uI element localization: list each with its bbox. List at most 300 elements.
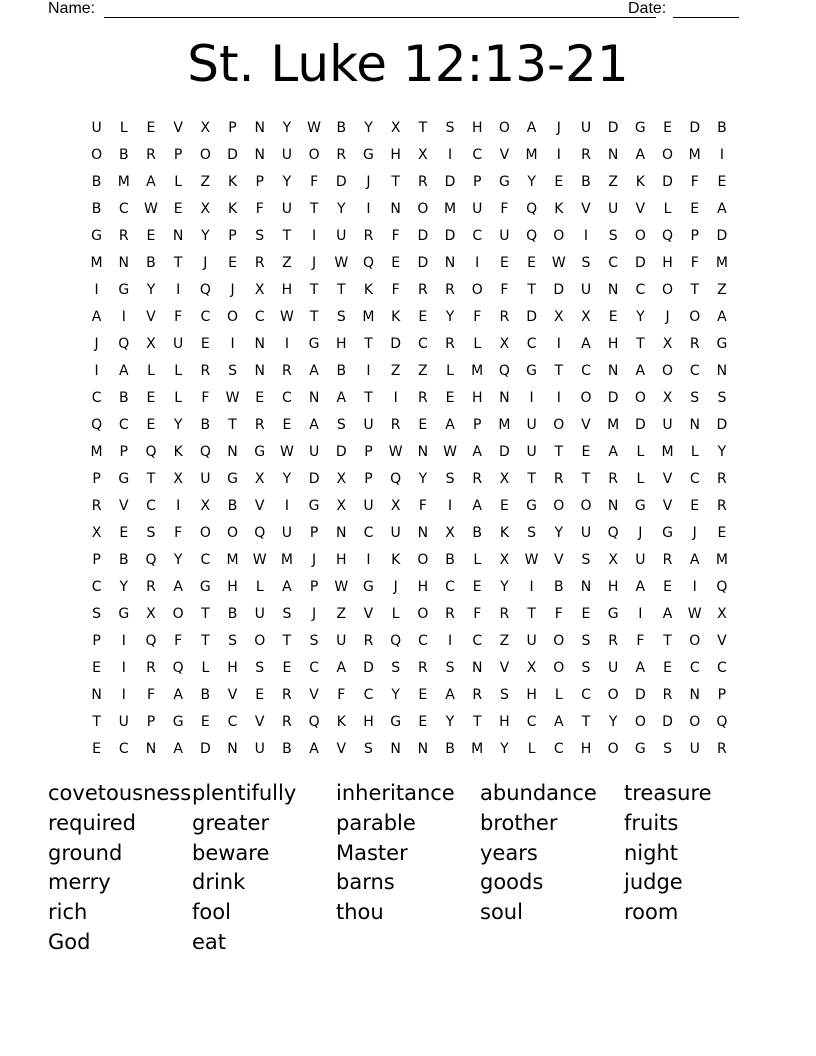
- grid-letter[interactable]: D: [335, 443, 347, 460]
- grid-letter[interactable]: C: [472, 146, 483, 163]
- grid-letter[interactable]: P: [119, 443, 128, 460]
- grid-letter[interactable]: R: [717, 497, 727, 514]
- grid-letter[interactable]: B: [445, 551, 455, 568]
- grid-letter[interactable]: C: [526, 335, 537, 352]
- grid-letter[interactable]: M: [362, 308, 375, 325]
- grid-letter[interactable]: U: [689, 740, 700, 757]
- grid-letter[interactable]: E: [119, 524, 129, 541]
- grid-letter[interactable]: R: [717, 740, 727, 757]
- grid-letter[interactable]: L: [201, 659, 210, 676]
- grid-letter[interactable]: U: [662, 416, 673, 433]
- grid-letter[interactable]: T: [337, 281, 346, 298]
- grid-letter[interactable]: U: [363, 497, 374, 514]
- grid-letter[interactable]: V: [309, 686, 319, 703]
- grid-letter[interactable]: S: [255, 227, 265, 244]
- grid-letter[interactable]: O: [553, 416, 565, 433]
- grid-letter[interactable]: G: [254, 443, 266, 460]
- grid-letter[interactable]: Y: [445, 308, 455, 325]
- grid-letter[interactable]: C: [309, 659, 319, 676]
- grid-letter[interactable]: S: [581, 632, 591, 649]
- grid-letter[interactable]: D: [199, 740, 211, 757]
- grid-letter[interactable]: C: [118, 740, 129, 757]
- grid-letter[interactable]: P: [690, 227, 699, 244]
- grid-letter[interactable]: D: [662, 713, 673, 730]
- grid-letter[interactable]: T: [201, 632, 210, 649]
- grid-letter[interactable]: U: [254, 605, 265, 622]
- grid-letter[interactable]: N: [607, 281, 619, 298]
- grid-letter[interactable]: G: [363, 578, 374, 595]
- grid-letter[interactable]: X: [445, 524, 455, 541]
- grid-letter[interactable]: Q: [716, 713, 728, 730]
- grid-letter[interactable]: S: [255, 659, 265, 676]
- grid-letter[interactable]: C: [146, 497, 156, 514]
- grid-letter[interactable]: D: [417, 227, 429, 244]
- grid-letter[interactable]: I: [176, 497, 181, 514]
- grid-letter[interactable]: G: [607, 605, 619, 622]
- grid-letter[interactable]: E: [499, 254, 509, 271]
- grid-letter[interactable]: Q: [145, 551, 157, 568]
- grid-letter[interactable]: B: [118, 146, 129, 163]
- grid-letter[interactable]: C: [635, 281, 646, 298]
- grid-letter[interactable]: C: [227, 713, 238, 730]
- grid-letter[interactable]: Y: [282, 173, 292, 190]
- grid-letter[interactable]: F: [391, 227, 400, 244]
- grid-letter[interactable]: F: [174, 524, 183, 541]
- grid-letter[interactable]: E: [146, 119, 156, 136]
- grid-letter[interactable]: F: [690, 254, 699, 271]
- grid-letter[interactable]: L: [636, 443, 645, 460]
- grid-letter[interactable]: L: [473, 335, 482, 352]
- grid-letter[interactable]: L: [690, 443, 699, 460]
- grid-letter[interactable]: M: [280, 551, 293, 568]
- grid-letter[interactable]: M: [117, 173, 130, 190]
- grid-letter[interactable]: N: [254, 146, 265, 163]
- grid-letter[interactable]: I: [393, 389, 398, 406]
- grid-letter[interactable]: W: [279, 443, 294, 460]
- grid-letter[interactable]: I: [284, 497, 289, 514]
- grid-letter[interactable]: P: [364, 470, 373, 487]
- grid-letter[interactable]: O: [498, 119, 510, 136]
- grid-letter[interactable]: C: [608, 254, 619, 271]
- grid-letter[interactable]: V: [499, 659, 510, 676]
- grid-letter[interactable]: E: [690, 200, 700, 217]
- grid-letter[interactable]: O: [553, 659, 565, 676]
- grid-letter[interactable]: Z: [282, 254, 292, 271]
- grid-letter[interactable]: N: [716, 362, 728, 379]
- grid-letter[interactable]: B: [717, 119, 727, 136]
- grid-letter[interactable]: A: [173, 686, 183, 703]
- grid-letter[interactable]: V: [254, 497, 265, 514]
- grid-letter[interactable]: U: [281, 146, 293, 163]
- grid-letter[interactable]: E: [282, 659, 292, 676]
- grid-letter[interactable]: T: [581, 713, 591, 730]
- grid-letter[interactable]: D: [689, 119, 701, 136]
- grid-letter[interactable]: X: [499, 551, 510, 568]
- grid-letter[interactable]: T: [92, 713, 101, 730]
- grid-letter[interactable]: O: [689, 632, 701, 649]
- grid-letter[interactable]: E: [200, 335, 210, 352]
- grid-letter[interactable]: B: [227, 497, 238, 514]
- grid-letter[interactable]: O: [553, 497, 565, 514]
- grid-letter[interactable]: A: [635, 362, 646, 379]
- grid-letter[interactable]: D: [716, 227, 728, 244]
- grid-letter[interactable]: S: [391, 659, 401, 676]
- grid-letter[interactable]: T: [364, 389, 373, 406]
- grid-letter[interactable]: R: [363, 227, 374, 244]
- grid-letter[interactable]: O: [227, 308, 239, 325]
- grid-letter[interactable]: E: [146, 227, 156, 244]
- grid-letter[interactable]: U: [118, 713, 129, 730]
- grid-letter[interactable]: L: [446, 362, 454, 379]
- grid-letter[interactable]: F: [391, 281, 400, 298]
- grid-letter[interactable]: C: [526, 713, 537, 730]
- grid-letter[interactable]: D: [363, 659, 374, 676]
- grid-letter[interactable]: X: [499, 470, 510, 487]
- grid-letter[interactable]: E: [282, 416, 292, 433]
- grid-letter[interactable]: A: [553, 713, 564, 730]
- grid-letter[interactable]: B: [200, 686, 211, 703]
- grid-letter[interactable]: U: [635, 551, 646, 568]
- grid-letter[interactable]: D: [553, 281, 565, 298]
- grid-letter[interactable]: Z: [336, 605, 347, 622]
- grid-letter[interactable]: X: [200, 200, 211, 217]
- grid-letter[interactable]: A: [581, 335, 591, 352]
- grid-letter[interactable]: T: [309, 308, 319, 325]
- grid-letter[interactable]: N: [607, 497, 619, 514]
- grid-letter[interactable]: F: [690, 173, 699, 190]
- grid-letter[interactable]: R: [445, 605, 455, 622]
- grid-letter[interactable]: V: [173, 119, 183, 136]
- grid-letter[interactable]: O: [199, 146, 211, 163]
- grid-letter[interactable]: P: [255, 173, 264, 190]
- grid-letter[interactable]: H: [336, 551, 347, 568]
- grid-letter[interactable]: P: [309, 578, 319, 595]
- grid-letter[interactable]: X: [200, 119, 211, 136]
- grid-letter[interactable]: W: [334, 578, 349, 595]
- grid-letter[interactable]: E: [690, 497, 700, 514]
- grid-letter[interactable]: E: [418, 308, 428, 325]
- grid-letter[interactable]: U: [499, 227, 510, 244]
- grid-letter[interactable]: Y: [717, 443, 727, 460]
- grid-letter[interactable]: R: [146, 659, 156, 676]
- grid-letter[interactable]: E: [92, 740, 102, 757]
- grid-letter[interactable]: C: [689, 659, 700, 676]
- name-field[interactable]: [104, 17, 656, 18]
- grid-letter[interactable]: H: [499, 713, 510, 730]
- grid-letter[interactable]: E: [472, 578, 482, 595]
- grid-letter[interactable]: M: [715, 254, 728, 271]
- grid-letter[interactable]: Y: [500, 740, 509, 757]
- grid-letter[interactable]: T: [418, 119, 428, 136]
- grid-letter[interactable]: R: [390, 416, 401, 433]
- grid-letter[interactable]: O: [607, 740, 619, 757]
- grid-letter[interactable]: R: [336, 146, 347, 163]
- grid-letter[interactable]: R: [445, 335, 455, 352]
- grid-letter[interactable]: E: [717, 173, 727, 190]
- grid-letter[interactable]: G: [634, 740, 646, 757]
- grid-letter[interactable]: C: [254, 308, 265, 325]
- grid-letter[interactable]: V: [662, 470, 673, 487]
- grid-letter[interactable]: E: [418, 416, 428, 433]
- grid-letter[interactable]: U: [336, 227, 347, 244]
- grid-letter[interactable]: R: [553, 470, 564, 487]
- grid-letter[interactable]: I: [556, 335, 561, 352]
- grid-letter[interactable]: W: [388, 443, 403, 460]
- grid-letter[interactable]: W: [225, 389, 240, 406]
- grid-letter[interactable]: K: [363, 281, 374, 298]
- grid-letter[interactable]: I: [475, 254, 480, 271]
- grid-letter[interactable]: F: [473, 308, 482, 325]
- grid-letter[interactable]: M: [498, 416, 511, 433]
- grid-letter[interactable]: P: [173, 146, 183, 163]
- grid-letter[interactable]: N: [308, 389, 320, 406]
- grid-letter[interactable]: A: [635, 146, 646, 163]
- grid-letter[interactable]: P: [472, 416, 482, 433]
- grid-letter[interactable]: J: [203, 254, 208, 271]
- grid-letter[interactable]: A: [173, 578, 183, 595]
- grid-letter[interactable]: C: [200, 308, 211, 325]
- grid-letter[interactable]: N: [91, 686, 102, 703]
- grid-letter[interactable]: M: [661, 443, 674, 460]
- grid-letter[interactable]: U: [608, 200, 619, 217]
- grid-letter[interactable]: Q: [390, 632, 402, 649]
- grid-letter[interactable]: L: [636, 470, 645, 487]
- grid-letter[interactable]: C: [472, 632, 483, 649]
- grid-letter[interactable]: A: [445, 686, 455, 703]
- grid-letter[interactable]: A: [336, 389, 347, 406]
- grid-letter[interactable]: B: [336, 362, 347, 379]
- grid-letter[interactable]: I: [121, 308, 126, 325]
- grid-letter[interactable]: A: [472, 443, 482, 460]
- grid-letter[interactable]: O: [227, 524, 239, 541]
- grid-letter[interactable]: Z: [717, 281, 727, 298]
- grid-letter[interactable]: V: [581, 416, 591, 433]
- grid-letter[interactable]: O: [91, 146, 103, 163]
- grid-letter[interactable]: W: [524, 551, 539, 568]
- grid-letter[interactable]: J: [692, 524, 697, 541]
- grid-letter[interactable]: B: [336, 119, 347, 136]
- grid-letter[interactable]: O: [662, 146, 674, 163]
- grid-letter[interactable]: Q: [362, 254, 374, 271]
- grid-letter[interactable]: F: [500, 281, 509, 298]
- grid-letter[interactable]: C: [417, 335, 428, 352]
- grid-letter[interactable]: U: [526, 443, 537, 460]
- grid-letter[interactable]: Y: [282, 470, 292, 487]
- grid-letter[interactable]: V: [227, 686, 238, 703]
- grid-letter[interactable]: V: [146, 308, 156, 325]
- grid-letter[interactable]: S: [336, 308, 346, 325]
- grid-letter[interactable]: S: [228, 362, 237, 379]
- grid-letter[interactable]: R: [417, 173, 428, 190]
- grid-letter[interactable]: C: [417, 632, 428, 649]
- grid-letter[interactable]: E: [581, 605, 591, 622]
- grid-letter[interactable]: N: [254, 119, 265, 136]
- grid-letter[interactable]: Y: [418, 470, 428, 487]
- grid-letter[interactable]: O: [417, 605, 429, 622]
- grid-letter[interactable]: N: [390, 200, 401, 217]
- grid-letter[interactable]: D: [308, 470, 320, 487]
- grid-letter[interactable]: Y: [282, 119, 292, 136]
- grid-letter[interactable]: H: [526, 686, 537, 703]
- grid-letter[interactable]: Q: [390, 470, 402, 487]
- grid-letter[interactable]: A: [91, 308, 102, 325]
- grid-letter[interactable]: P: [146, 713, 156, 730]
- grid-letter[interactable]: R: [445, 281, 455, 298]
- grid-letter[interactable]: I: [583, 227, 589, 244]
- grid-letter[interactable]: F: [174, 632, 183, 649]
- grid-letter[interactable]: Q: [526, 227, 538, 244]
- grid-letter[interactable]: X: [418, 146, 428, 163]
- grid-letter[interactable]: Z: [499, 632, 510, 649]
- grid-letter[interactable]: V: [254, 713, 265, 730]
- grid-letter[interactable]: A: [309, 740, 319, 757]
- grid-letter[interactable]: W: [443, 443, 457, 460]
- grid-letter[interactable]: I: [366, 362, 371, 379]
- grid-letter[interactable]: J: [556, 119, 561, 136]
- grid-letter[interactable]: K: [635, 173, 645, 190]
- grid-letter[interactable]: N: [417, 443, 429, 460]
- grid-letter[interactable]: G: [634, 497, 646, 514]
- grid-letter[interactable]: E: [146, 416, 156, 433]
- grid-letter[interactable]: I: [447, 632, 453, 649]
- grid-letter[interactable]: T: [472, 713, 482, 730]
- grid-letter[interactable]: O: [553, 632, 565, 649]
- grid-letter[interactable]: U: [472, 200, 483, 217]
- grid-letter[interactable]: X: [390, 119, 401, 136]
- grid-letter[interactable]: R: [282, 686, 292, 703]
- grid-letter[interactable]: M: [525, 146, 538, 163]
- grid-letter[interactable]: O: [417, 551, 429, 568]
- grid-letter[interactable]: I: [692, 578, 697, 595]
- grid-letter[interactable]: E: [581, 443, 591, 460]
- grid-letter[interactable]: X: [553, 308, 564, 325]
- grid-letter[interactable]: U: [390, 524, 401, 541]
- grid-letter[interactable]: N: [607, 146, 619, 163]
- grid-letter[interactable]: R: [499, 308, 510, 325]
- grid-letter[interactable]: I: [284, 335, 289, 352]
- grid-letter[interactable]: T: [173, 254, 183, 271]
- grid-letter[interactable]: X: [526, 659, 537, 676]
- grid-letter[interactable]: S: [92, 605, 102, 622]
- grid-letter[interactable]: D: [390, 335, 402, 352]
- grid-letter[interactable]: Q: [145, 632, 157, 649]
- grid-letter[interactable]: E: [228, 254, 237, 271]
- grid-letter[interactable]: W: [687, 605, 702, 622]
- grid-letter[interactable]: V: [717, 632, 727, 649]
- grid-letter[interactable]: A: [608, 443, 618, 460]
- grid-letter[interactable]: W: [252, 551, 267, 568]
- grid-letter[interactable]: C: [282, 389, 292, 406]
- grid-letter[interactable]: Y: [445, 713, 455, 730]
- grid-letter[interactable]: N: [390, 740, 401, 757]
- grid-letter[interactable]: N: [254, 362, 265, 379]
- grid-letter[interactable]: P: [717, 686, 727, 703]
- grid-letter[interactable]: N: [444, 254, 456, 271]
- grid-letter[interactable]: N: [499, 389, 510, 406]
- grid-letter[interactable]: J: [665, 308, 670, 325]
- grid-letter[interactable]: R: [662, 551, 673, 568]
- grid-letter[interactable]: Q: [118, 335, 130, 352]
- grid-letter[interactable]: C: [200, 551, 211, 568]
- grid-letter[interactable]: R: [608, 470, 619, 487]
- grid-letter[interactable]: U: [281, 524, 293, 541]
- grid-letter[interactable]: Q: [199, 443, 211, 460]
- grid-letter[interactable]: R: [146, 146, 156, 163]
- grid-letter[interactable]: X: [390, 497, 401, 514]
- grid-letter[interactable]: L: [554, 686, 563, 703]
- grid-letter[interactable]: R: [146, 578, 156, 595]
- grid-letter[interactable]: V: [581, 200, 591, 217]
- grid-letter[interactable]: Q: [91, 416, 103, 433]
- grid-letter[interactable]: I: [556, 146, 561, 163]
- grid-letter[interactable]: B: [200, 416, 211, 433]
- grid-letter[interactable]: N: [172, 227, 184, 244]
- grid-letter[interactable]: L: [147, 362, 155, 379]
- grid-letter[interactable]: R: [499, 605, 510, 622]
- grid-letter[interactable]: L: [527, 740, 536, 757]
- grid-letter[interactable]: U: [608, 659, 619, 676]
- grid-letter[interactable]: N: [227, 443, 238, 460]
- grid-letter[interactable]: D: [662, 173, 673, 190]
- grid-letter[interactable]: T: [309, 200, 319, 217]
- grid-letter[interactable]: O: [308, 146, 320, 163]
- grid-letter[interactable]: S: [336, 416, 346, 433]
- grid-letter[interactable]: O: [607, 686, 619, 703]
- grid-letter[interactable]: O: [662, 362, 674, 379]
- grid-letter[interactable]: W: [279, 308, 294, 325]
- grid-letter[interactable]: C: [689, 470, 700, 487]
- grid-letter[interactable]: E: [418, 686, 428, 703]
- grid-letter[interactable]: D: [499, 443, 510, 460]
- grid-letter[interactable]: G: [227, 470, 238, 487]
- grid-letter[interactable]: I: [121, 632, 126, 649]
- grid-letter[interactable]: F: [201, 389, 210, 406]
- grid-letter[interactable]: E: [146, 389, 156, 406]
- grid-letter[interactable]: G: [118, 605, 130, 622]
- grid-letter[interactable]: S: [364, 740, 373, 757]
- grid-letter[interactable]: R: [417, 281, 428, 298]
- grid-letter[interactable]: B: [118, 389, 129, 406]
- grid-letter[interactable]: G: [118, 281, 130, 298]
- grid-letter[interactable]: E: [92, 659, 102, 676]
- grid-letter[interactable]: G: [526, 362, 538, 379]
- grid-letter[interactable]: I: [447, 146, 453, 163]
- grid-letter[interactable]: A: [717, 200, 727, 217]
- grid-letter[interactable]: R: [689, 335, 700, 352]
- grid-letter[interactable]: L: [119, 119, 128, 136]
- grid-letter[interactable]: O: [634, 713, 646, 730]
- grid-letter[interactable]: S: [146, 524, 156, 541]
- grid-letter[interactable]: U: [526, 632, 537, 649]
- grid-letter[interactable]: E: [499, 497, 509, 514]
- grid-letter[interactable]: M: [471, 740, 484, 757]
- grid-letter[interactable]: W: [144, 200, 158, 217]
- grid-letter[interactable]: V: [635, 200, 646, 217]
- grid-letter[interactable]: D: [444, 227, 456, 244]
- grid-letter[interactable]: C: [717, 659, 727, 676]
- grid-letter[interactable]: N: [417, 740, 429, 757]
- grid-letter[interactable]: C: [118, 416, 129, 433]
- grid-letter[interactable]: S: [663, 740, 672, 757]
- grid-letter[interactable]: S: [581, 254, 591, 271]
- grid-letter[interactable]: C: [91, 578, 102, 595]
- grid-letter[interactable]: N: [254, 335, 265, 352]
- grid-letter[interactable]: D: [716, 416, 728, 433]
- grid-letter[interactable]: V: [336, 740, 347, 757]
- grid-letter[interactable]: C: [472, 227, 483, 244]
- grid-letter[interactable]: X: [499, 335, 510, 352]
- grid-letter[interactable]: R: [417, 659, 428, 676]
